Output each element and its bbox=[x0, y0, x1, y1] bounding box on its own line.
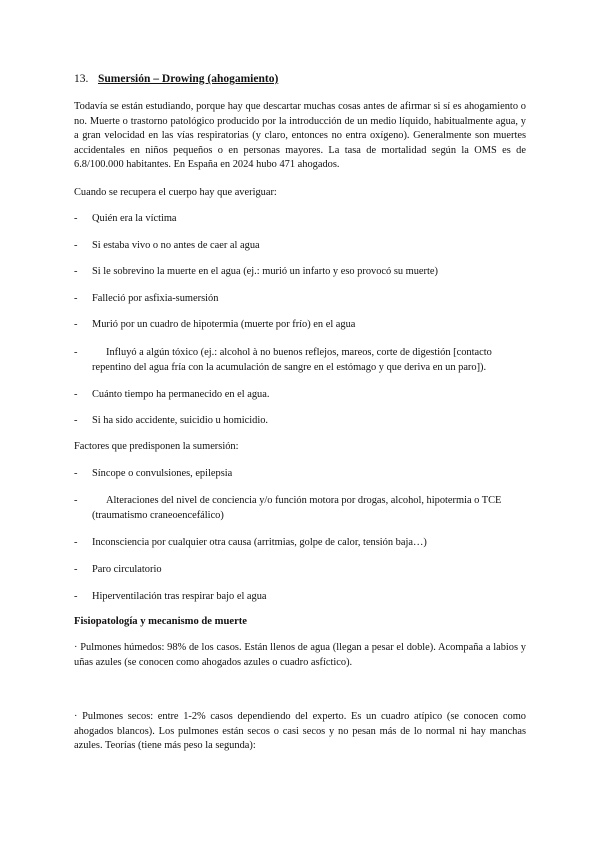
recovery-item bbox=[74, 318, 530, 333]
list-dash: - bbox=[74, 347, 78, 358]
list-dash: - bbox=[74, 213, 78, 224]
dry-lungs-paragraph: · Pulmones secos: entre 1-2% casos dependiendo del experto. Es un cuadro atípico (se conocen como ahogados blancos). Los pulmones están secos o casi secos y no pesan más de lo normal ni hay manchas azules. Teorías (tiene más peso la segunda): bbox=[74, 711, 526, 752]
recovery-item-text: Si estaba vivo o no antes de caer al agua bbox=[92, 240, 260, 251]
recovery-item bbox=[74, 414, 530, 429]
factor-item-text: Hiperventilación tras respirar bajo el agua bbox=[92, 591, 267, 602]
physiology-title: Fisiopatología y mecanismo de muerte bbox=[74, 616, 248, 627]
factor-item bbox=[74, 494, 530, 523]
list-dash: - bbox=[74, 389, 78, 400]
factor-item-text: Paro circulatorio bbox=[92, 564, 162, 575]
list-dash: - bbox=[74, 591, 78, 602]
factor-item-text: Inconsciencia por cualquier otra causa (arritmias, golpe de calor, tensión baja…) bbox=[92, 537, 427, 548]
recovery-item bbox=[74, 292, 530, 307]
wet-lungs-paragraph: · Pulmones húmedos: 98% de los casos. Están llenos de agua (llegan a pesar el doble). Acompaña a labios y uñas azules (se conocen como ahogados azules o cuadro asfíctico). bbox=[74, 642, 526, 668]
recovery-item-text: Si le sobrevino la muerte en el agua (ej.: murió un infarto y eso provocó su muerte) bbox=[92, 266, 438, 277]
recovery-item bbox=[74, 388, 530, 403]
factor-item-text: Alteraciones del nivel de conciencia y/o función motora por drogas, alcohol, hipotermia o TCE (traumatismo craneoencefálico) bbox=[92, 495, 502, 521]
list-dash: - bbox=[74, 564, 78, 575]
list-dash: - bbox=[74, 293, 78, 304]
section-number: 13. bbox=[74, 73, 89, 85]
recovery-item bbox=[74, 239, 530, 254]
list-dash: - bbox=[74, 266, 78, 277]
list-dash: - bbox=[74, 537, 78, 548]
list-dash: - bbox=[74, 415, 78, 426]
intro-paragraph: Todavía se están estudiando, porque hay que descartar muchas cosas antes de afirmar si sí es ahogamiento o no. Muerte o trastorno patológico producido por la introducción de un medio líquido, habitualmente agua, y a gran velocidad en las vías respiratorias (y claro, entonces no entra oxígeno). Generalmente son muertes accidentales en niños pequeños o en personas mayores. La tasa de mortalidad según la OMS es de 6.8/100.000 habitantes. En España en 2024 hubo 471 ahogados. bbox=[74, 101, 526, 171]
list-dash: - bbox=[74, 240, 78, 251]
recovery-item bbox=[74, 346, 530, 375]
recovery-item bbox=[74, 265, 530, 280]
recovery-item-text: Murió por un cuadro de hipotermia (muerte por frío) en el agua bbox=[92, 319, 356, 330]
factor-item bbox=[74, 467, 530, 482]
recovery-lead: Cuando se recupera el cuerpo hay que averiguar: bbox=[74, 187, 277, 198]
factors-lead: Factores que predisponen la sumersión: bbox=[74, 441, 239, 452]
list-dash: - bbox=[74, 468, 78, 479]
factor-item bbox=[74, 536, 530, 551]
recovery-item-text: Si ha sido accidente, suicidio u homicidio. bbox=[92, 415, 269, 426]
section-title: Sumersión – Drowing (ahogamiento) bbox=[98, 73, 279, 85]
section-heading bbox=[74, 72, 534, 86]
list-dash: - bbox=[74, 319, 78, 330]
recovery-item-text: Influyó a algún tóxico (ej.: alcohol à no buenos reflejos, mareos, corte de digestión [contacto repentino del agua fría con la acumulación de sangre en el estómago y que deriva en un paro]). bbox=[92, 347, 492, 373]
recovery-item-text: Falleció por asfixia-sumersión bbox=[92, 293, 219, 304]
recovery-item-text: Cuánto tiempo ha permanecido en el agua. bbox=[92, 389, 270, 400]
list-dash: - bbox=[74, 495, 78, 506]
recovery-item bbox=[74, 212, 530, 227]
factor-item bbox=[74, 563, 530, 578]
factor-item-text: Síncope o convulsiones, epilepsia bbox=[92, 468, 233, 479]
factor-item bbox=[74, 590, 530, 605]
recovery-item-text: Quién era la víctima bbox=[92, 213, 177, 224]
